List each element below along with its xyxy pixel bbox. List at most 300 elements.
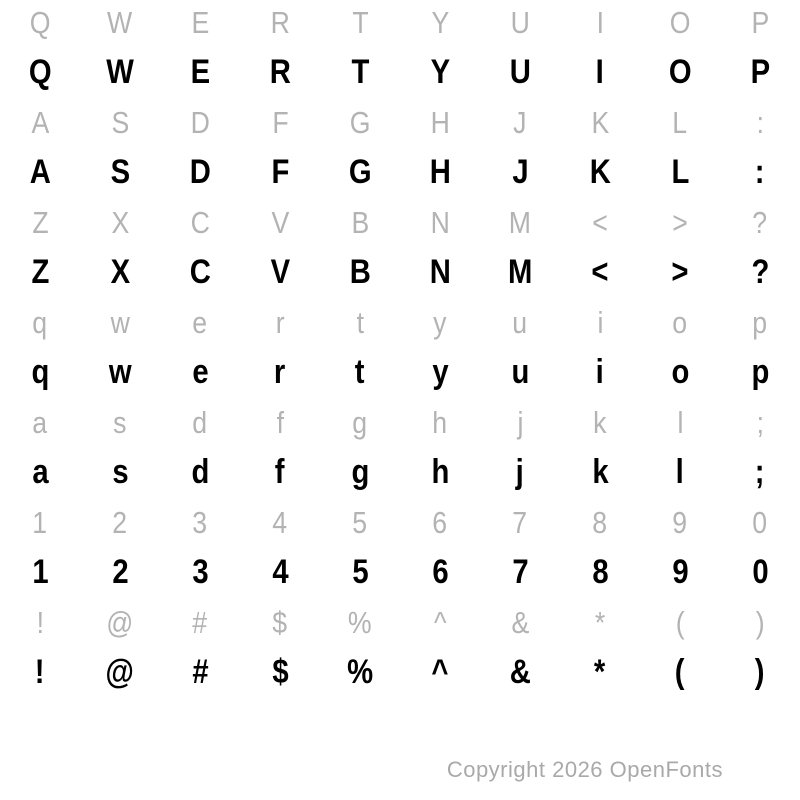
glyph: o [672,304,688,340]
glyph: @ [105,653,135,691]
glyph: p [752,304,768,340]
glyph-cell [640,200,720,245]
glyph-cell [560,245,640,300]
glyph-cell [320,600,400,645]
glyph-cell [720,245,800,300]
glyph: V [271,204,289,240]
glyph: E [191,4,209,40]
glyph: ( [675,653,685,691]
glyph-row-strong-5 [0,445,800,500]
glyph-cell [560,345,640,400]
glyph-cell [400,645,480,700]
glyph: ) [755,604,765,640]
glyph-cell [640,345,720,400]
glyph-row-muted-5 [0,400,800,445]
glyph: W [106,53,134,91]
glyph-cell [320,245,400,300]
glyph: Y [431,4,449,40]
glyph-cell [320,300,400,345]
glyph: N [429,253,451,291]
glyph: u [511,353,529,391]
glyph: i [595,353,605,391]
glyph-cell [0,200,80,245]
glyph: B [351,204,369,240]
glyph-cell [0,600,80,645]
glyph: U [509,53,531,91]
glyph-cell [480,300,560,345]
glyph-cell [640,45,720,100]
glyph: J [513,104,527,140]
glyph-cell [720,600,800,645]
glyph: i [597,304,603,340]
glyph: g [352,404,368,440]
glyph: & [509,653,531,691]
glyph: ? [752,204,768,240]
glyph: 3 [191,553,209,591]
glyph: B [349,253,371,291]
glyph: K [591,104,609,140]
glyph-cell [480,445,560,500]
glyph-cell [240,145,320,200]
glyph-cell [80,600,160,645]
glyph-cell [400,500,480,545]
glyph-cell [0,300,80,345]
glyph: A [29,153,51,191]
glyph-cell [720,200,800,245]
glyph-cell [80,200,160,245]
glyph: w [108,353,132,391]
glyph-cell [0,0,80,45]
glyph: d [191,453,209,491]
glyph: 5 [352,504,368,540]
glyph: r [275,304,285,340]
glyph-cell [0,245,80,300]
glyph-cell [320,100,400,145]
glyph: 1 [32,504,48,540]
glyph-cell [0,645,80,700]
glyph-cell [400,400,480,445]
glyph: D [189,153,211,191]
glyph: H [430,104,450,140]
glyph: S [110,153,130,191]
glyph-cell [560,300,640,345]
glyph-cell [80,645,160,700]
glyph: j [515,453,525,491]
glyph: ( [675,604,685,640]
glyph: P [751,4,769,40]
glyph-cell [0,345,80,400]
glyph: * [594,653,606,691]
glyph-row-pair-6 [0,500,800,600]
glyph-cell [400,545,480,600]
glyph-cell [720,545,800,600]
glyph: y [433,304,447,340]
glyph: 3 [192,504,208,540]
glyph-row-strong-1 [0,45,800,100]
glyph-cell [640,645,720,700]
glyph: : [756,104,764,140]
glyph: A [31,104,49,140]
glyph-row-pair-5 [0,400,800,500]
glyph: p [751,353,769,391]
glyph-cell [560,100,640,145]
glyph-cell [560,600,640,645]
glyph: # [192,604,208,640]
glyph: X [110,253,130,291]
glyph: d [192,404,208,440]
glyph-cell [240,245,320,300]
glyph: C [189,253,211,291]
glyph: 2 [112,504,128,540]
glyph-cell [80,400,160,445]
glyph-row-muted-2 [0,100,800,145]
glyph: Q [29,4,51,40]
glyph-cell [400,45,480,100]
glyph-cell [160,245,240,300]
glyph: s [111,453,129,491]
glyph-cell [720,0,800,45]
glyph-cell [160,645,240,700]
glyph: < [591,253,609,291]
glyph: 0 [751,553,769,591]
glyph: 4 [272,504,288,540]
glyph-cell [160,0,240,45]
glyph-cell [640,500,720,545]
glyph-cell [720,45,800,100]
glyph-cell [320,345,400,400]
glyph: q [31,353,49,391]
glyph-cell [80,45,160,100]
glyph: e [192,304,208,340]
glyph: 7 [511,553,529,591]
glyph: 8 [592,504,608,540]
glyph-cell [560,145,640,200]
glyph-cell [80,245,160,300]
glyph-cell [80,0,160,45]
glyph: $ [272,604,288,640]
glyph: # [191,653,209,691]
glyph-row-muted-7 [0,600,800,645]
glyph: T [351,53,369,91]
glyph-cell [560,645,640,700]
glyph-cell [80,500,160,545]
glyph: I [596,4,604,40]
glyph: t [355,353,365,391]
glyph: O [668,53,692,91]
glyph: k [593,404,607,440]
glyph: 7 [512,504,528,540]
glyph-cell [480,545,560,600]
glyph: ; [755,453,765,491]
glyph: R [270,4,290,40]
glyph-cell [720,300,800,345]
glyph-cell [560,0,640,45]
glyph: 2 [111,553,129,591]
glyph: D [190,104,210,140]
glyph: U [510,4,530,40]
glyph-cell [560,400,640,445]
glyph: u [512,304,528,340]
glyph-cell [80,100,160,145]
glyph-cell [480,400,560,445]
glyph: e [191,353,209,391]
glyph: M [507,253,533,291]
glyph-cell [560,445,640,500]
glyph-row-strong-7 [0,645,800,700]
glyph-cell [320,145,400,200]
glyph-cell [640,100,720,145]
glyph-cell [240,100,320,145]
glyph: % [346,653,373,691]
glyph: g [351,453,369,491]
glyph: l [677,404,683,440]
glyph: V [270,253,290,291]
glyph: * [594,604,606,640]
glyph: f [275,453,285,491]
glyph-cell [240,600,320,645]
glyph: 5 [351,553,369,591]
glyph: & [511,604,529,640]
glyph: F [271,104,289,140]
glyph: H [429,153,451,191]
glyph: Z [31,253,49,291]
glyph-row-strong-4 [0,345,800,400]
glyph: s [113,404,127,440]
glyph: M [508,204,532,240]
glyph: L [671,153,689,191]
glyph-cell [240,200,320,245]
glyph: ^ [433,604,447,640]
glyph-cell [400,145,480,200]
glyph: ! [36,604,44,640]
glyph-cell [80,145,160,200]
glyph-cell [400,345,480,400]
glyph: C [190,204,210,240]
glyph-cell [160,100,240,145]
glyph-row-muted-3 [0,200,800,245]
glyph-cell [400,0,480,45]
glyph-cell [160,445,240,500]
glyph-cell [160,345,240,400]
glyph-cell [400,600,480,645]
glyph-cell [400,100,480,145]
glyph-cell [240,345,320,400]
glyph-cell [0,545,80,600]
glyph-cell [640,400,720,445]
glyph-cell [80,345,160,400]
glyph: t [356,304,364,340]
glyph-cell [480,600,560,645]
glyph-cell [240,545,320,600]
glyph-cell [480,500,560,545]
glyph-cell [320,0,400,45]
glyph-cell [80,300,160,345]
glyph-cell [0,500,80,545]
glyph-cell [720,400,800,445]
glyph-cell [560,545,640,600]
glyph-cell [320,200,400,245]
glyph: O [669,4,691,40]
glyph-row-pair-2 [0,100,800,200]
glyph-cell [400,300,480,345]
glyph-cell [240,0,320,45]
glyph: 9 [672,504,688,540]
glyph-cell [160,145,240,200]
glyph-row-strong-3 [0,245,800,300]
glyph: 6 [432,504,448,540]
glyph-cell [240,445,320,500]
glyph: Y [430,53,450,91]
glyph-row-pair-1 [0,0,800,100]
glyph-cell [480,145,560,200]
glyph: J [511,153,529,191]
glyph: l [675,453,685,491]
glyph-cell [720,345,800,400]
glyph-row-pair-4 [0,300,800,400]
glyph: ; [756,404,764,440]
glyph-row-strong-2 [0,145,800,200]
glyph-cell [80,545,160,600]
glyph-cell [480,200,560,245]
glyph: 4 [271,553,289,591]
glyph-cell [640,145,720,200]
glyph-cell [240,300,320,345]
glyph: h [431,453,449,491]
glyph: f [276,404,284,440]
glyph: S [111,104,129,140]
glyph-cell [640,600,720,645]
glyph: G [349,104,371,140]
glyph: F [271,153,289,191]
copyright-text: Copyright 2026 OpenFonts [446,757,723,782]
glyph-cell [480,100,560,145]
glyph-cell [160,400,240,445]
glyph-cell [0,445,80,500]
glyph: 9 [671,553,689,591]
glyph-cell [160,500,240,545]
glyph-row-muted-4 [0,300,800,345]
glyph-cell [320,500,400,545]
glyph-cell [0,45,80,100]
glyph: a [31,453,49,491]
glyph-cell [720,645,800,700]
glyph: o [671,353,689,391]
glyph-cell [0,100,80,145]
glyph: : [755,153,765,191]
glyph: X [111,204,129,240]
glyph-row-muted-1 [0,0,800,45]
glyph: E [190,53,210,91]
glyph: 0 [752,504,768,540]
glyph-cell [240,45,320,100]
glyph: I [595,53,605,91]
glyph: R [269,53,291,91]
glyph-cell [720,500,800,545]
glyph-cell [320,445,400,500]
glyph-cell [80,445,160,500]
glyph: r [274,353,286,391]
glyph-cell [720,445,800,500]
glyph: 8 [591,553,609,591]
glyph: P [750,53,770,91]
glyph-cell [720,100,800,145]
glyph: w [110,304,130,340]
glyph-cell [400,200,480,245]
glyph: ) [755,653,765,691]
glyph-cell [160,545,240,600]
glyph: > [671,253,689,291]
glyph: Z [31,204,49,240]
glyph-cell [640,300,720,345]
glyph: k [591,453,609,491]
glyph: L [672,104,688,140]
glyph: > [672,204,688,240]
glyph-cell [160,45,240,100]
glyph-cell [400,245,480,300]
glyph: W [107,4,133,40]
glyph: T [351,4,369,40]
glyph: N [430,204,450,240]
glyph: h [432,404,448,440]
glyph-cell [480,645,560,700]
glyph: @ [106,604,134,640]
glyph: a [32,404,48,440]
glyph-cell [0,400,80,445]
glyph: ? [751,253,769,291]
glyph-cell [240,645,320,700]
glyph: Q [28,53,52,91]
glyph: q [32,304,48,340]
glyph: ^ [431,653,449,691]
glyph-cell [160,600,240,645]
glyph-cell [480,345,560,400]
glyph: 6 [431,553,449,591]
glyph-cell [720,145,800,200]
glyph-cell [480,245,560,300]
glyph-cell [560,45,640,100]
glyph-cell [640,545,720,600]
glyph-cell [320,45,400,100]
glyph-cell [640,0,720,45]
glyph-cell [0,145,80,200]
glyph-row-strong-6 [0,545,800,600]
glyph: 1 [31,553,49,591]
glyph-cell [480,45,560,100]
glyph: G [348,153,372,191]
glyph-cell [400,445,480,500]
glyph-cell [560,200,640,245]
glyph: < [592,204,608,240]
glyph-row-pair-3 [0,200,800,300]
glyph-cell [160,300,240,345]
glyph-cell [160,200,240,245]
glyph-cell [240,500,320,545]
glyph: $ [271,653,289,691]
glyph: % [348,604,372,640]
glyph: j [517,404,523,440]
glyph: K [589,153,611,191]
glyph-cell [640,445,720,500]
glyph-cell [240,400,320,445]
glyph: y [431,353,449,391]
glyph-cell [320,645,400,700]
glyph-cell [480,0,560,45]
glyph-cell [320,400,400,445]
glyph-cell [320,545,400,600]
glyph: ! [35,653,45,691]
glyph-row-pair-7 [0,600,800,700]
glyph-cell [560,500,640,545]
